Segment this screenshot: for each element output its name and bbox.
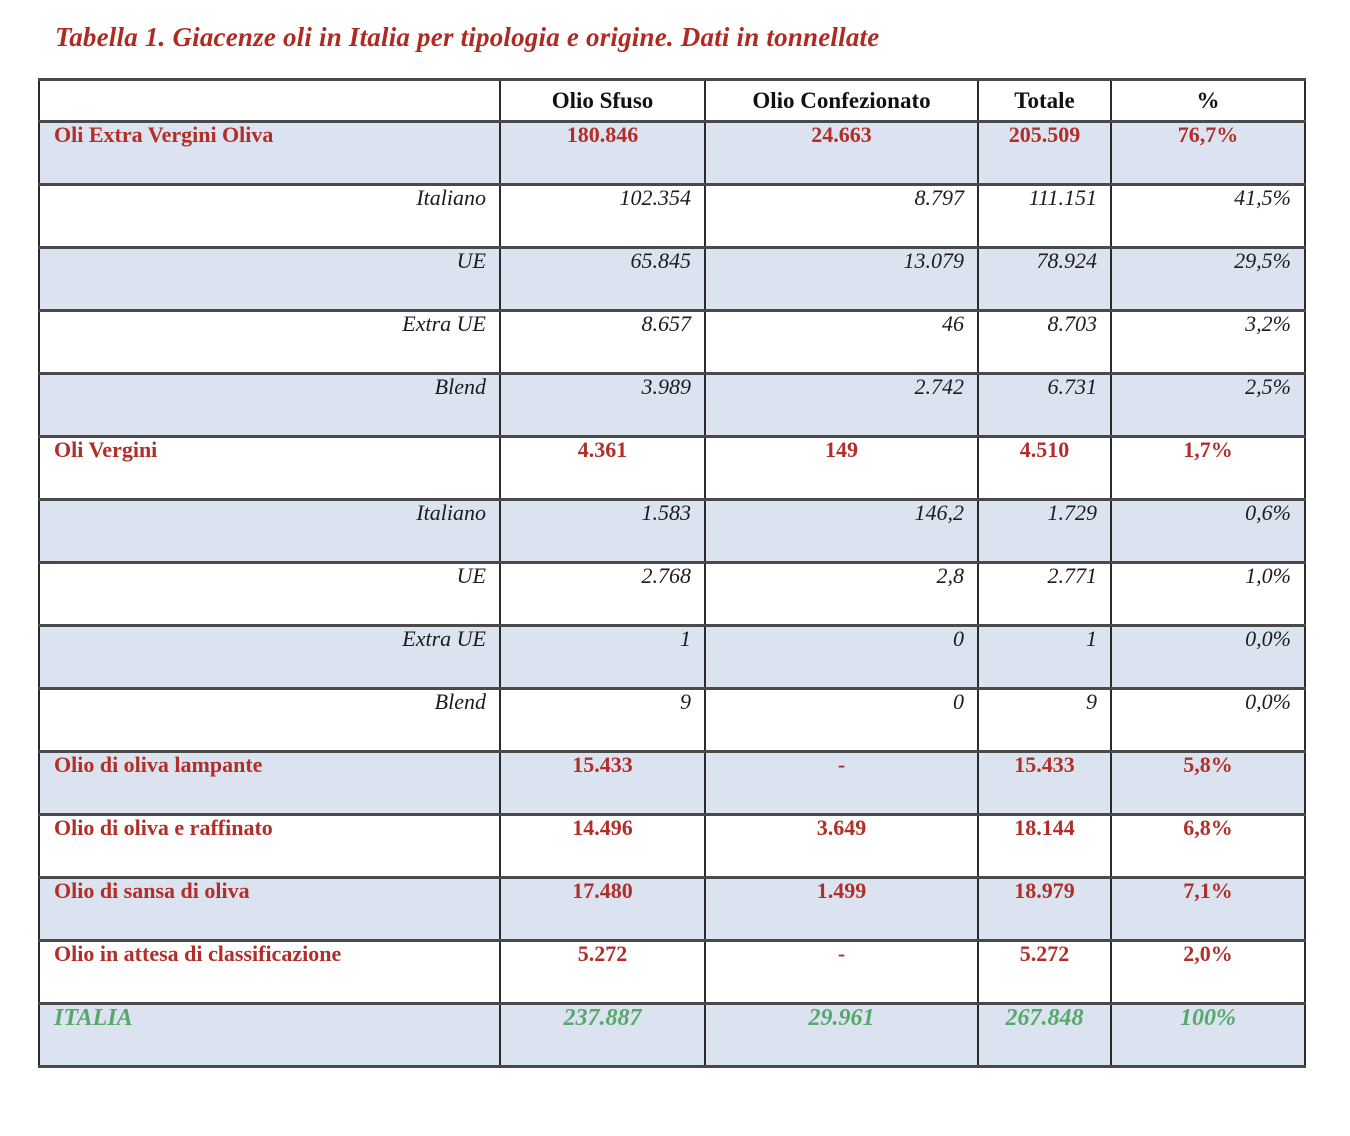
row-value: 76,7%	[1111, 122, 1305, 185]
row-label: Blend	[39, 689, 500, 752]
row-label: Oli Extra Vergini Oliva	[39, 122, 500, 185]
row-value: 18.144	[978, 815, 1111, 878]
row-value: 29,5%	[1111, 248, 1305, 311]
row-value: 0,0%	[1111, 626, 1305, 689]
row-value: 1,7%	[1111, 437, 1305, 500]
row-value: 6.731	[978, 374, 1111, 437]
row-value: 2.742	[705, 374, 978, 437]
row-value: 149	[705, 437, 978, 500]
row-label: UE	[39, 248, 500, 311]
row-label: Olio in attesa di classificazione	[39, 941, 500, 1004]
table-row	[39, 185, 1305, 248]
row-value: 0,6%	[1111, 500, 1305, 563]
row-label: Oli Vergini	[39, 437, 500, 500]
row-value: 5,8%	[1111, 752, 1305, 815]
row-value: 4.510	[978, 437, 1111, 500]
table-row	[39, 374, 1305, 437]
row-value: 146,2	[705, 500, 978, 563]
row-value: 1	[978, 626, 1111, 689]
row-value: 2,0%	[1111, 941, 1305, 1004]
table-body	[39, 122, 1305, 1067]
row-value: 2.771	[978, 563, 1111, 626]
table-caption: Tabella 1. Giacenze oli in Italia per tipologia e origine. Dati in tonnellate	[55, 22, 880, 52]
table-row	[39, 941, 1305, 1004]
header-cell-olio-confezionato: Olio Confezionato	[705, 80, 978, 122]
row-value: 0	[705, 626, 978, 689]
row-value: 0,0%	[1111, 689, 1305, 752]
table-row	[39, 1004, 1305, 1067]
row-value: 1.583	[500, 500, 705, 563]
row-value: 237.887	[500, 1004, 705, 1067]
row-value: 8.797	[705, 185, 978, 248]
row-value: 78.924	[978, 248, 1111, 311]
row-value: 2.768	[500, 563, 705, 626]
table-row	[39, 815, 1305, 878]
row-label: Olio di oliva lampante	[39, 752, 500, 815]
row-value: 17.480	[500, 878, 705, 941]
header-cell-percent: %	[1111, 80, 1305, 122]
table-row	[39, 248, 1305, 311]
row-value: 1,0%	[1111, 563, 1305, 626]
table-row	[39, 626, 1305, 689]
row-value: 65.845	[500, 248, 705, 311]
row-label: Olio di sansa di oliva	[39, 878, 500, 941]
row-value: 267.848	[978, 1004, 1111, 1067]
row-value: 205.509	[978, 122, 1111, 185]
row-value: 3.989	[500, 374, 705, 437]
row-value: 5.272	[978, 941, 1111, 1004]
table-row	[39, 122, 1305, 185]
row-value: 1.499	[705, 878, 978, 941]
table-row	[39, 437, 1305, 500]
row-value: 7,1%	[1111, 878, 1305, 941]
table-row	[39, 563, 1305, 626]
row-value: 111.151	[978, 185, 1111, 248]
row-value: 24.663	[705, 122, 978, 185]
table-row	[39, 689, 1305, 752]
row-value: 15.433	[978, 752, 1111, 815]
row-value: 2,8	[705, 563, 978, 626]
row-value: 41,5%	[1111, 185, 1305, 248]
table-row	[39, 878, 1305, 941]
table-row	[39, 311, 1305, 374]
row-value: 9	[500, 689, 705, 752]
header-row	[39, 80, 1305, 122]
row-value: 8.657	[500, 311, 705, 374]
header-cell-olio-sfuso: Olio Sfuso	[500, 80, 705, 122]
header-cell-totale: Totale	[978, 80, 1111, 122]
row-value: -	[705, 941, 978, 1004]
row-label: Italiano	[39, 500, 500, 563]
row-value: 180.846	[500, 122, 705, 185]
row-value: 29.961	[705, 1004, 978, 1067]
giacenze-table	[38, 78, 1306, 1068]
row-value: 3,2%	[1111, 311, 1305, 374]
table-row	[39, 752, 1305, 815]
row-value: 8.703	[978, 311, 1111, 374]
row-value: 2,5%	[1111, 374, 1305, 437]
row-label: UE	[39, 563, 500, 626]
row-value: 15.433	[500, 752, 705, 815]
row-value: 9	[978, 689, 1111, 752]
row-value: 14.496	[500, 815, 705, 878]
table-row	[39, 500, 1305, 563]
row-value: 18.979	[978, 878, 1111, 941]
row-value: -	[705, 752, 978, 815]
row-value: 1.729	[978, 500, 1111, 563]
row-value: 46	[705, 311, 978, 374]
row-value: 13.079	[705, 248, 978, 311]
row-value: 0	[705, 689, 978, 752]
row-value: 102.354	[500, 185, 705, 248]
row-label: Extra UE	[39, 626, 500, 689]
row-value: 6,8%	[1111, 815, 1305, 878]
row-label: ITALIA	[39, 1004, 500, 1067]
row-label: Olio di oliva e raffinato	[39, 815, 500, 878]
table-header	[39, 80, 1305, 122]
row-value: 100%	[1111, 1004, 1305, 1067]
row-label: Italiano	[39, 185, 500, 248]
row-value: 1	[500, 626, 705, 689]
row-value: 4.361	[500, 437, 705, 500]
row-value: 5.272	[500, 941, 705, 1004]
row-label: Blend	[39, 374, 500, 437]
row-value: 3.649	[705, 815, 978, 878]
row-label: Extra UE	[39, 311, 500, 374]
header-cell-empty	[39, 80, 500, 122]
